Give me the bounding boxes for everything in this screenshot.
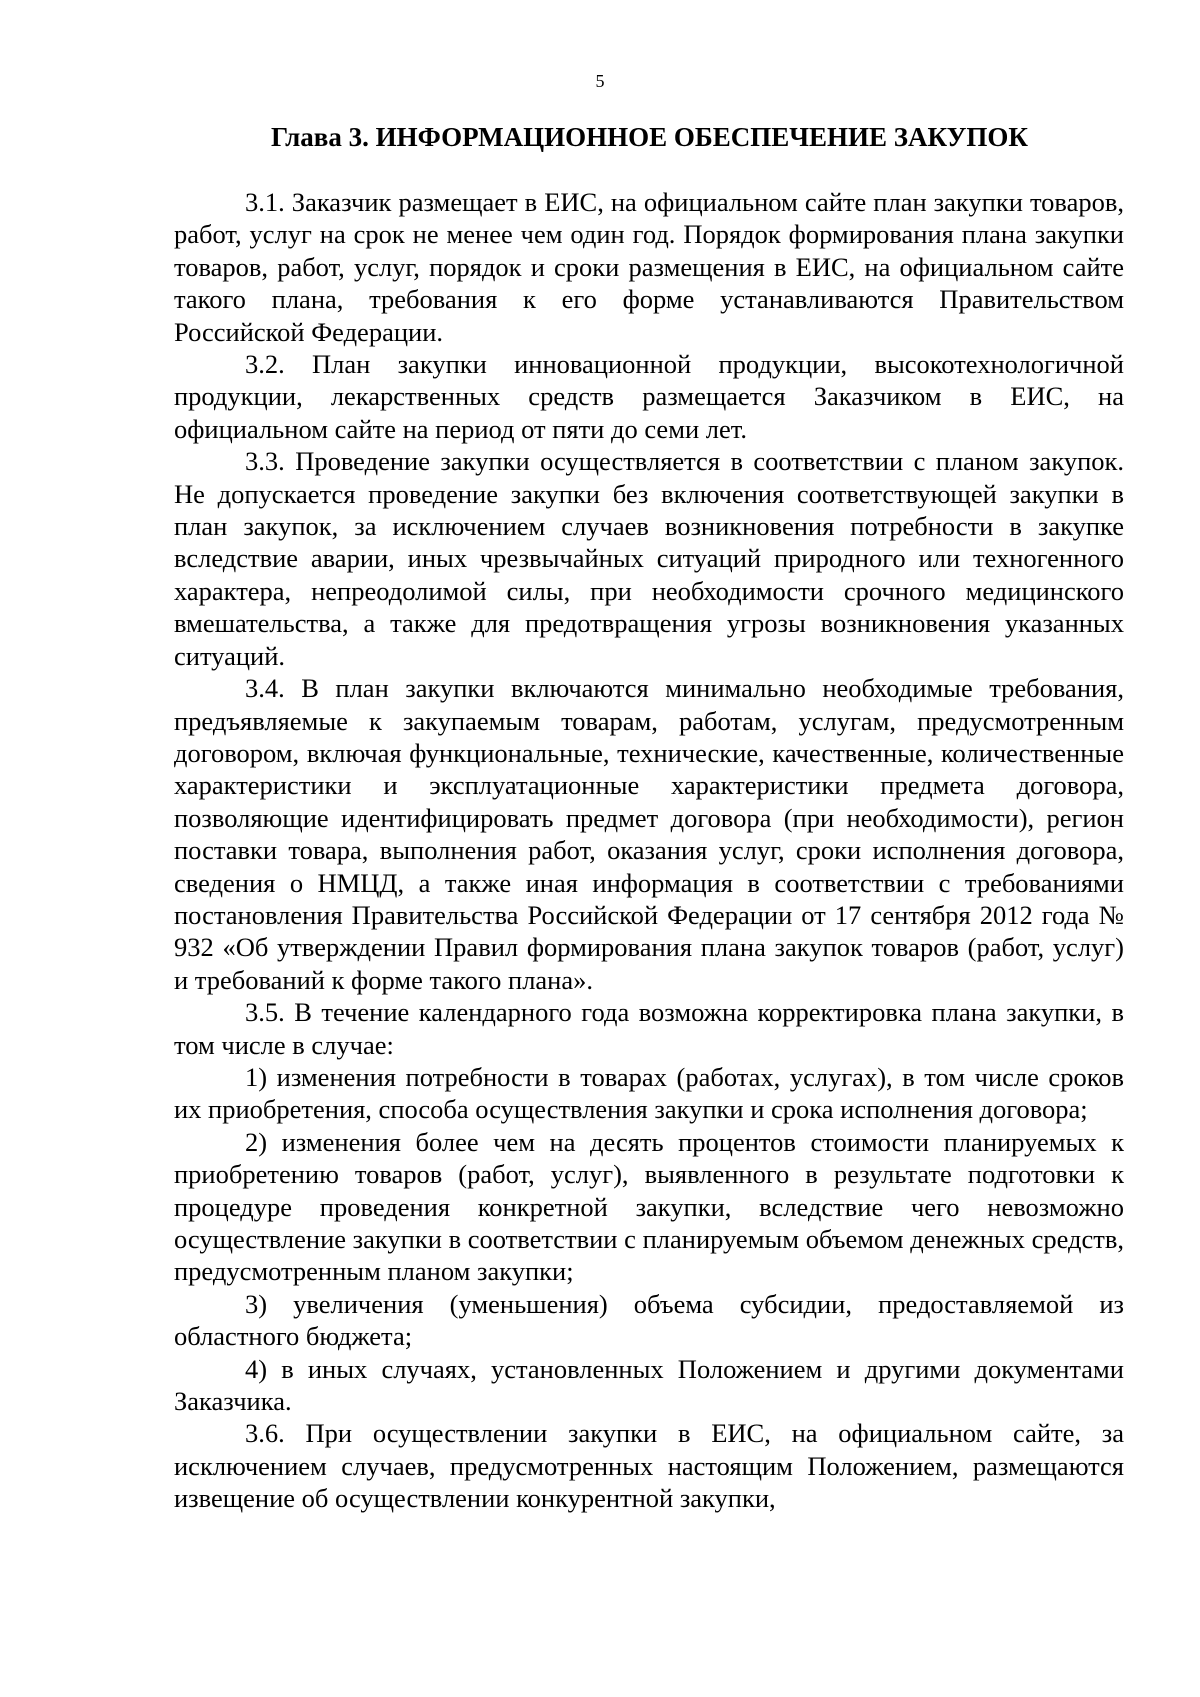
list-item-3: 3) увеличения (уменьшения) объема субсидии, предоставляемой из областного бюджета; — [174, 1288, 1124, 1352]
body-text — [174, 186, 1124, 1515]
list-item-2: 2) изменения более чем на десять процентов стоимости планируемых к приобретению товаров (работ, услуг), выявленного в результате подготовки к процедуре проведения конкретной закупки, вследствие чего невозможно осуществление закупки в соответствии с планируемым объемом денежных средств, предусмотренным планом закупки; — [174, 1126, 1124, 1287]
paragraph-3-4: 3.4. В план закупки включаются минимально необходимые требования, предъявляемые к закупаемым товарам, работам, услугам, предусмотренным договором, включая функциональные, технические, качественные, количественные характеристики и эксплуатационные характеристики предмета договора, позволяющие идентифицировать предмет договора (при необходимости), регион поставки товара, выполнения работ, оказания услуг, сроки исполнения договора, сведения о НМЦД, а также иная информация в соответствии с требованиями постановления Правительства Российской Федерации от 17 сентября 2012 года № 932 «Об утверждении Правил формирования плана закупок товаров (работ, услуг) и требований к форме такого плана». — [174, 673, 1124, 995]
paragraph-3-2: 3.2. План закупки инновационной продукции, высокотехнологичной продукции, лекарственных средств размещается Заказчиком в ЕИС, на официальном сайте на период от пяти до семи лет. — [174, 349, 1124, 444]
paragraph-3-3: 3.3. Проведение закупки осуществляется в соответствии с планом закупок. Не допускается проведение закупки без включения соответствующей закупки в план закупок, за исключением случаев возникновения потребности в закупке вследствие аварии, иных чрезвычайных ситуаций природного или техногенного характера, непреодолимой силы, при необходимости срочного медицинского вмешательства, а также для предотвращения угрозы возникновения указанных ситуаций. — [174, 446, 1124, 671]
paragraph-3-6: 3.6. При осуществлении закупки в ЕИС, на официальном сайте, за исключением случаев, предусмотренных настоящим Положением, размещаются извещение об осуществлении конкурентной закупки, — [174, 1418, 1124, 1514]
list-item-4: 4) в иных случаях, установленных Положением и другими документами Заказчика. — [174, 1353, 1124, 1417]
page-number: 5 — [595, 71, 605, 91]
paragraph-3-5: 3.5. В течение календарного года возможна корректировка плана закупки, в том числе в случае: — [174, 997, 1124, 1060]
paragraph-3-1: 3.1. Заказчик размещает в ЕИС, на официальном сайте план закупки товаров, работ, услуг на срок не менее чем один год. Порядок формирования плана закупки товаров, работ, услуг, порядок и сроки размещения в ЕИС, на официальном сайте такого плана, требования к его форме устанавливаются Правительством Российской Федерации. — [174, 187, 1124, 347]
chapter-title: Глава 3. ИНФОРМАЦИОННОЕ ОБЕСПЕЧЕНИЕ ЗАКУПОК — [270, 122, 1028, 152]
list-item-1: 1) изменения потребности в товарах (работах, услугах), в том числе сроков их приобретения, способа осуществления закупки и срока исполнения договора; — [174, 1061, 1124, 1125]
